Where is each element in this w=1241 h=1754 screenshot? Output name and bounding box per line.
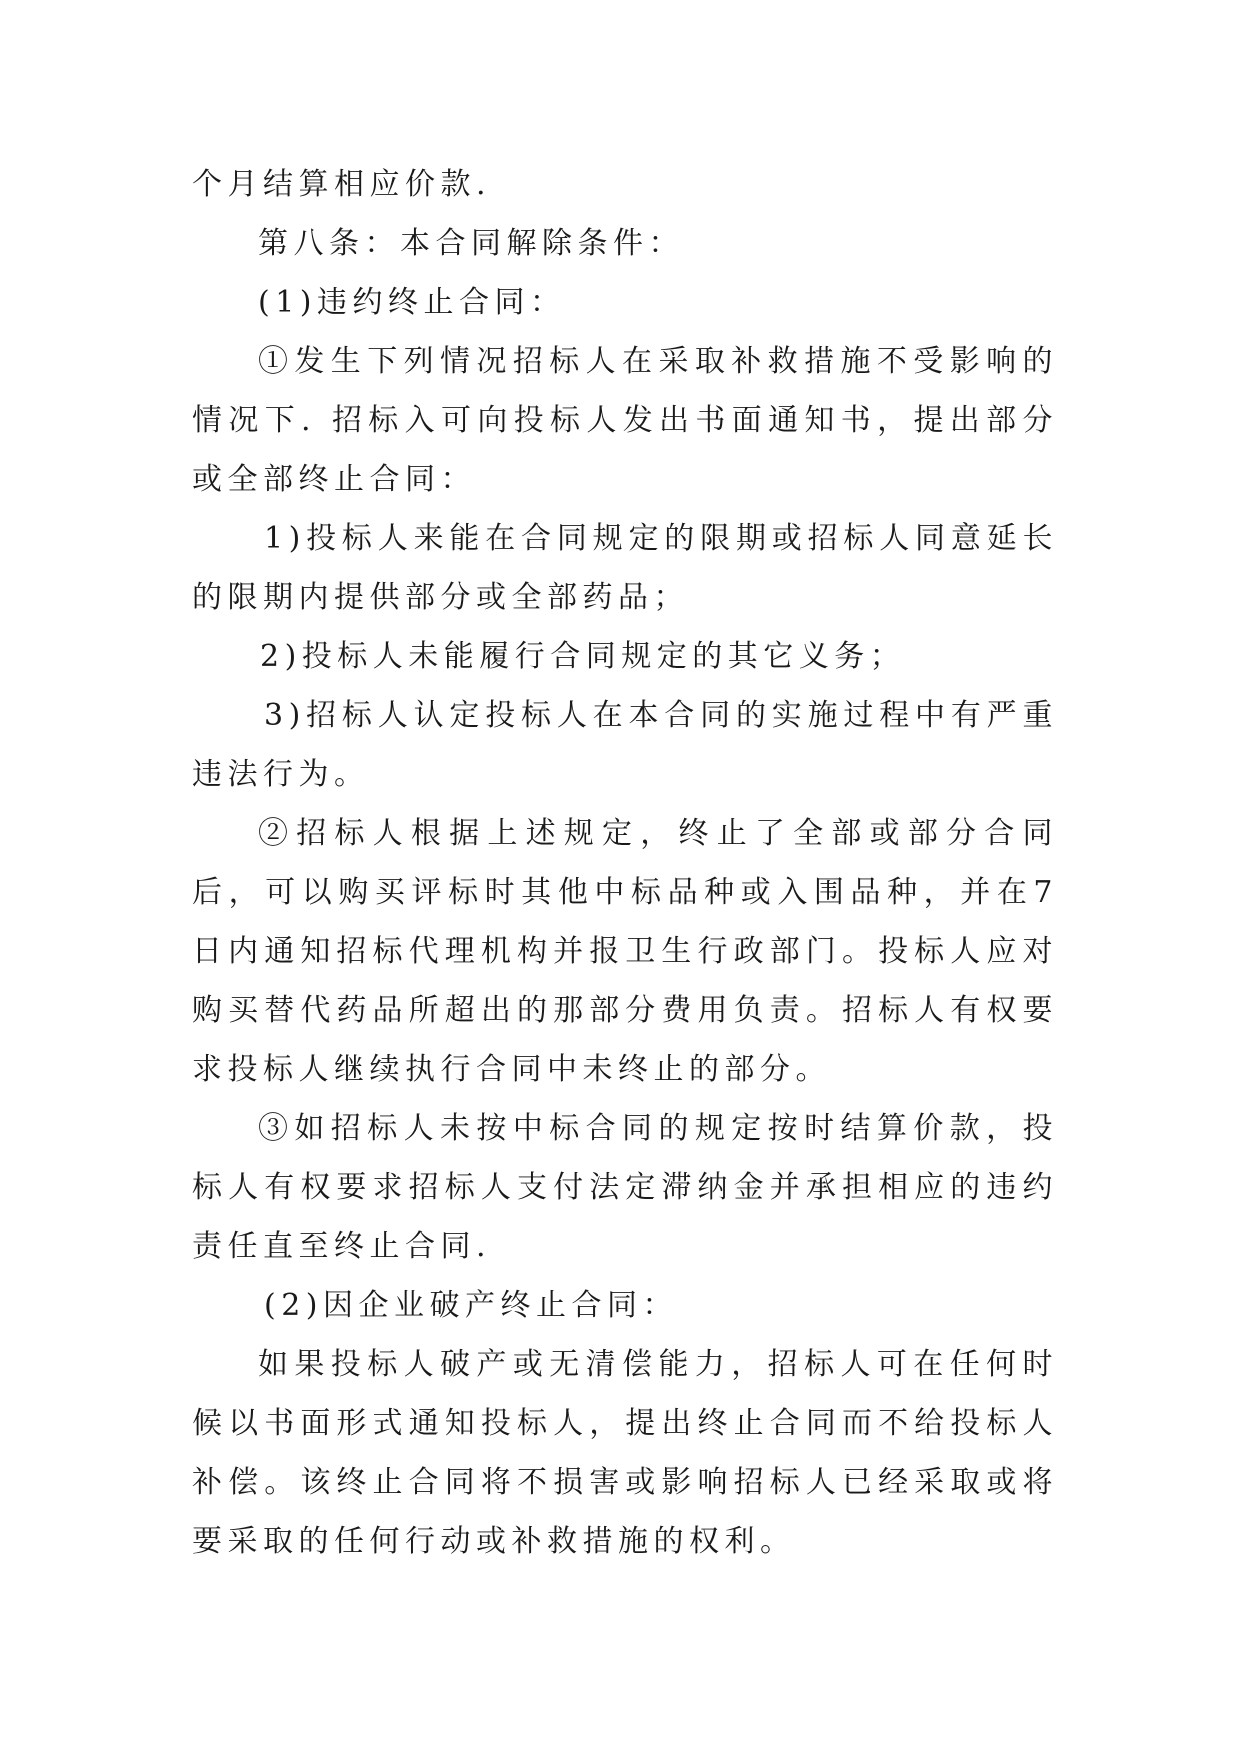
clause-1-item-3: ③如招标人未按中标合同的规定按时结算价款，投标人有权要求招标人支付法定滞纳金并承担相应的违约责任直至终止合同. bbox=[192, 1111, 1058, 1264]
clause-2-heading: (2)因企业破产终止合同： bbox=[264, 1288, 678, 1323]
clause-1-item-1-sub-3: 3)招标人认定投标人在本合同的实施过程中有严重违法行为。 bbox=[192, 698, 1058, 792]
article-8-heading: 第八条：本合同解除条件： bbox=[258, 226, 684, 261]
clause-1-heading: (1)违约终止合同： bbox=[258, 285, 566, 320]
clause-1-item-1-sub-1: 1)投标人来能在合同规定的限期或招标人同意延长的限期内提供部分或全部药品； bbox=[192, 521, 1058, 615]
clause-1-item-1: ①发生下列情况招标人在采取补救措施不受影响的情况下. 招标入可向投标人发出书面通知书，提出部分或全部终止合同： bbox=[192, 344, 1058, 497]
clause-1-item-1-sub-2: 2)投标人未能履行合同规定的其它义务； bbox=[260, 639, 906, 674]
clause-2-body: 如果投标人破产或无清偿能力，招标人可在任何时候以书面形式通知投标人，提出终止合同而不给投标人补偿。该终止合同将不损害或影响招标人已经采取或将要采取的任何行动或补救措施的权利。 bbox=[192, 1347, 1058, 1559]
document-body bbox=[192, 155, 1058, 1571]
paragraph-continuation: 个月结算相应价款. bbox=[192, 167, 492, 202]
clause-1-item-2: ②招标人根据上述规定，终止了全部或部分合同后，可以购买评标时其他中标品种或入围品种，并在7日内通知招标代理机构并报卫生行政部门。投标人应对购买替代药品所超出的那部分费用负责。招标人有权要求投标人继续执行合同中未终止的部分。 bbox=[192, 816, 1058, 1087]
